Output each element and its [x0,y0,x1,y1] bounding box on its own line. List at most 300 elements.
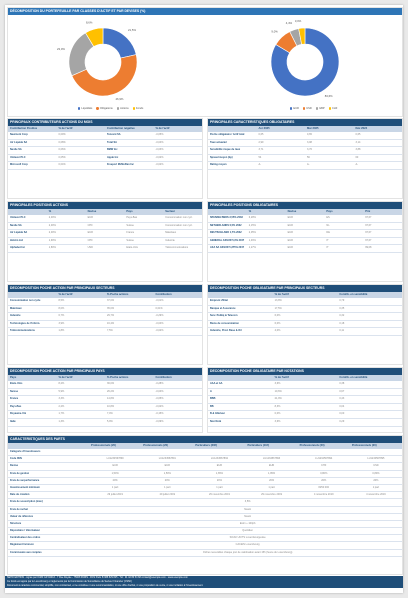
table-row [208,419,402,427]
table-cell: BBB [210,397,216,401]
table-row [208,245,402,253]
legend-label: Obligations [99,107,113,110]
table-row [208,230,402,238]
donut-data-label: 3,0% [294,19,302,24]
table-cell: Nestle SA [10,223,22,227]
table-row [208,162,402,170]
bond-characteristics-table [208,126,402,170]
legend-label: Actions [120,107,129,110]
table-cell: A- [258,163,261,167]
column-header: Mar 2025 [307,127,319,130]
table-cell: DE [326,231,330,235]
table-row [8,223,202,231]
table-cell: -0,02% [155,163,164,167]
table-cell: 0,00 [339,412,345,416]
equity-positions-table [8,209,202,253]
table-cell: Alphabet Inc [10,246,26,250]
table-cell: NL [326,223,330,227]
table-cell: 97,67 [365,238,372,242]
table-cell: -0,05% [155,133,164,136]
table-cell: 2,2% [58,404,65,408]
country-block [7,367,203,433]
table-cell: 0,67 [339,389,345,393]
table-cell: 29,7% [107,314,115,318]
equity-positions-title: PRINCIPALES POSITIONS ACTIONS [8,202,202,209]
table-cell: 1,50% [163,471,171,475]
table-row [208,306,402,314]
table-cell: NETHERLANDS 0,5% 2032 [210,223,242,227]
table-cell: Industrie [10,314,21,318]
table-cell: -0,05% [155,397,164,401]
table-cell: 29 novembre 2019 [209,493,230,497]
table-row [8,155,202,163]
table-row [8,449,402,456]
table-cell: Serv. Publiq & Telecom [210,314,238,318]
column-header: % de l'actif [274,376,289,379]
table-cell: Quotidien [242,529,253,533]
row-label: Frais de surperformance [10,478,40,482]
table-cell: 29 juillet 2019 [107,493,123,497]
table-cell: Matériaux [165,231,177,235]
table-cell: 20% [269,478,275,482]
table-cell: 1,27% [248,246,256,250]
table-cell: USD [87,246,93,250]
table-cell: 60 [355,155,359,159]
table-cell: 17,5% [274,306,282,310]
table-cell: Matériaux [10,306,22,310]
table-cell: 1,50% [111,471,119,475]
share-classes-table [8,443,402,557]
column-header: % de l'actif [274,293,289,296]
table-cell: -0,02% [155,329,164,333]
table-row [8,535,402,542]
table-cell: Néant [244,507,251,511]
bond-characteristics-block [207,118,403,199]
table-cell: LU1234567895 [367,457,385,461]
table-cell: 1,7% [58,412,65,416]
table-cell: 2,05% [248,231,256,235]
table-row [8,147,202,155]
table-cell: Suisse [10,389,19,393]
table-cell: 1 part [372,485,380,489]
column-header: Professionnels (20) [299,444,325,447]
table-row [8,321,202,329]
row-label: Date de création [10,493,30,497]
table-cell: Etats-Unis [126,246,138,250]
donut-data-label: 8,6% [85,20,93,25]
table-cell: Unilever PLC [10,155,26,159]
table-cell: 1,46% [248,238,256,242]
table-cell: CHF [87,223,93,227]
table-row [8,404,202,412]
table-cell: SICAV UCITS Luxembourgeoise [229,536,266,540]
table-cell: SPANISH BNDS 3,55% 2033 [210,216,243,219]
table-cell: Microsoft Corp [10,163,28,167]
row-label: Catégorie d'investisseurs [10,450,41,453]
row-label: Valeur de référence [10,514,34,518]
column-header: Particuliers (20F) [195,444,218,447]
table-cell: 0,80% [372,471,380,475]
column-header: % [48,210,52,213]
table-cell: 0,29 [339,419,345,423]
table-row [208,147,402,155]
table-cell: 13,8% [274,299,282,302]
column-header: Professionnels (20) [351,444,377,447]
table-row [8,542,402,549]
table-cell: EUR [87,231,93,235]
table-cell: Consommation non cycle [10,299,41,302]
legend-label: Fonds [136,107,144,110]
table-cell: A- [355,163,358,167]
bond-positions-table [208,209,402,253]
table-cell: GENERAL ASSUR 5,3% 2047 [210,238,245,242]
table-cell: EUR [287,223,293,227]
table-row [208,298,402,306]
table-cell: 1,95% [268,471,276,475]
table-cell: CHF [321,464,327,468]
table-cell: AAA et AA [210,382,223,385]
table-row [8,411,202,419]
table-row [8,140,202,148]
bond-sector-block [207,284,403,365]
footer-contact: SÉHO ÉDITION - Agréé par l'AMF GP-92013 - 7 Rue Royale - 75008 PARIS - RCS Paris B 388 829 825 - Tél : 01 42 86 54 68 contact@exemple.com - www.exemple.com [5,576,403,580]
table-row [208,155,402,163]
table-row [8,456,402,463]
table-row [8,521,402,528]
table-row [8,132,202,140]
table-cell: 0,38 [339,382,345,385]
table-cell: EUR [87,216,93,219]
table-cell: 3,08 [307,140,312,144]
column-header: Professionnels (20) [91,444,116,447]
table-cell: BB [210,404,214,408]
table-row [8,492,402,499]
column-header: Contribution Positive [10,127,38,130]
table-cell: Industrie [165,238,175,242]
table-cell: €250 000 [318,485,329,489]
sector-table [8,292,202,336]
sector-block [7,284,203,365]
table-cell: -0,15% [155,412,164,416]
column-header: Secteur [165,210,176,213]
table-cell: 36,0% [107,382,115,385]
table-cell: 21,9% [274,397,282,401]
table-cell: 7,0% [107,412,113,416]
contributors-table [8,126,202,170]
table-cell: 1,65% [215,471,223,475]
table-cell: 6,0% [274,321,281,325]
row-label: Centralisateur des ordres [10,536,41,540]
table-cell: DEUTSCHLAND 1,7% 2032 [210,231,242,235]
table-cell: CHF [87,238,93,242]
table-cell: 5,9% [107,419,113,423]
table-cell: France [10,397,19,401]
legend-label: CHF [332,107,338,110]
table-cell: -0,04% [155,321,164,325]
table-cell: Holcim Ltd [10,238,23,242]
column-header: Pays [126,210,133,213]
column-header: % de l'actif [58,376,73,379]
column-header: Pays [10,376,17,379]
table-cell: AXA SA ASSUR 5,375% 2047 [210,246,245,250]
table-cell: 0,80% [320,471,328,475]
table-cell: IT [326,238,329,242]
table-cell: EUR [287,238,293,242]
row-label: Frais de rachat [10,507,28,511]
table-cell: -0,04% [155,389,164,393]
sector-title: DECOMPOSITION POCHE ACTION PAR PRINCIPAUX SECTEURS [8,285,202,292]
table-cell: Freeport McMoRan Inc [107,163,134,167]
table-cell: 10,6% [274,389,282,393]
legend-item [303,107,312,110]
table-row [8,306,202,314]
table-cell: 8,2% [58,382,65,385]
table-row [8,245,202,253]
table-cell: EUR [216,464,223,468]
table-row [208,396,402,404]
table-cell: 1,8% [58,329,65,333]
table-cell: 3,5% [244,500,251,504]
table-cell: 8,0% [58,306,65,310]
legend-item [78,107,92,110]
table-cell: EUR [287,246,293,250]
table-cell: 1 part [216,485,223,489]
table-row [8,471,402,478]
table-cell: A [210,389,212,393]
table-cell: EUR [268,464,275,468]
donut-data-label: 83,6% [324,93,333,98]
table-cell: Consommation non cycl. [165,223,193,227]
asset-class-legend [78,107,143,110]
footer-disclaimer: Document à caractère commercial, simplifié, non contractuel, et ne constitue ni une recommandation, ni une offre d'achat, ni une proposition de vente, ni une incitation à l'investissement. [5,584,403,588]
row-label: Règlement livraison [10,543,34,547]
table-row [208,389,402,397]
table-row [8,298,202,306]
table-row [208,404,402,412]
column-header: % de l'actif [58,127,73,130]
table-cell: 1,80% [48,246,56,250]
table-cell: Pays-Bas [126,216,138,219]
table-cell: 2,15% [248,223,256,227]
table-cell: BMW Inc [107,148,118,152]
donut-data-label: 4,4% [285,21,293,26]
table-cell: 1 part [268,485,275,489]
table-row [208,328,402,336]
column-header: % de l'actif [58,293,73,296]
table-cell: -0,04% [155,140,164,144]
table-cell: 99,08 [365,246,372,250]
table-cell: Suisse [126,223,134,227]
table-cell: Taux actuariel [210,140,227,144]
legend-label: EUR [293,107,299,110]
table-cell: 3,3% [58,397,65,401]
table-cell: 3,6% [274,419,281,423]
table-cell: Industrie, Prod. Base & Oil [210,329,242,333]
table-cell: -0,09% [155,419,164,423]
asset-class-donut [8,18,198,108]
legend-item [329,107,338,110]
table-cell: 20% [216,478,222,482]
table-cell: ES [326,216,330,219]
table-row [8,550,402,557]
table-cell: 3,76 [307,148,312,152]
column-header: Contribution [155,293,172,296]
table-cell: 3,9% [58,321,65,325]
table-cell: 0,09% [58,133,66,136]
table-row [8,463,402,470]
table-cell: B & Inférieur [210,412,226,416]
table-cell: 1 part [111,485,119,489]
country-table [8,375,202,427]
table-cell: 0,04% [58,163,66,167]
column-header: % [248,210,252,213]
table-cell: 10,8% [107,404,115,408]
table-cell: 4,0% [274,329,281,333]
table-cell: 0,06% [58,148,66,152]
table-cell: Sensibilité risque de taux [210,148,241,152]
row-label: Frais de gestion [10,471,30,475]
table-row [8,396,202,404]
table-cell: 0,11 [339,329,345,333]
table-cell: Rating moyen [210,163,227,167]
table-cell: Consommation non cycl. [165,216,193,219]
bond-sector-title: DECOMPOSITION POCHE OBLIGATAIRE PAR PRINCIPAUX SECTEURS [208,285,402,292]
bond-positions-block [207,201,403,282]
table-cell: 1,90% [48,238,56,242]
table-row [8,389,202,397]
table-cell: 20% [164,478,170,482]
table-cell: 5,9% [58,389,65,393]
table-row [8,381,202,389]
table-row [208,215,402,223]
table-row [208,381,402,389]
table-cell: EUR [287,216,293,219]
column-header: Avr 2025 [258,127,270,130]
table-row [208,313,402,321]
contributors-block [7,118,203,199]
table-row [8,238,202,246]
legend-swatch [117,107,119,109]
table-cell: 8,3% [274,404,281,408]
table-cell: -0,28% [155,382,164,385]
table-cell: A- [307,163,310,167]
table-row [208,223,402,231]
table-cell: 16,4% [107,321,115,325]
table-cell: -0,29% [155,314,164,318]
equity-positions-block [7,201,203,282]
row-label: Frais de souscription (max) [10,500,43,504]
column-header: Contrib. en sensibilité [339,376,368,379]
legend-swatch [329,107,331,109]
table-cell: Nestle SA [10,148,22,152]
table-cell: Emprunt d'Etat [210,299,228,302]
table-cell: 0,05% [58,155,66,159]
country-title: DECOMPOSITION POCHE ACTION PAR PRINCIPAUX PAYS [8,368,202,375]
table-cell: 1 part [164,485,171,489]
rating-block [207,367,403,433]
legend-label: USD [306,107,312,110]
share-classes-block [7,435,403,575]
legend-swatch [316,107,318,109]
table-cell: 2,99 [258,140,264,144]
table-cell: Apple Inc [107,155,119,159]
row-label: Investissement minimum [10,485,40,489]
table-cell: EUR [164,464,170,468]
table-cell: 4 novembre 2019 [366,493,386,497]
column-header: Contribution négative [107,127,135,130]
table-cell: 4 novembre 2019 [314,493,334,497]
table-cell: CACEIS Luxembourg [235,543,260,547]
table-cell: Air Liquide SA [10,231,28,235]
legend-swatch [133,107,135,109]
table-cell: France [126,231,135,235]
table-cell [93,449,402,455]
legend-item [290,107,299,110]
allocation-title: DÉCOMPOSITION DU PORTEFEUILLE PAR CLASSES D'ACTIF ET PAR DEVISES (%) [8,8,402,15]
table-cell: Italie [10,419,16,423]
table-cell: LU1234567890 [106,457,124,461]
table-cell: Tencent SA [107,133,121,136]
table-row [8,507,402,514]
table-cell: 29 novembre 2019 [261,493,283,497]
legend-item [133,107,144,110]
table-cell: 0,0% [274,412,281,416]
table-cell: 1,3% [58,419,65,423]
table-row [8,162,202,170]
legend-item [96,107,112,110]
column-header: Déc 2024 [355,127,368,130]
table-cell: Télécommunications [165,246,189,250]
donut-slice [103,28,136,58]
bond-sector-table [208,292,402,336]
table-cell: 0,65 [307,133,312,136]
column-header: Professionnels (20) [143,444,168,447]
legend-item [316,107,325,110]
column-header: Devise [87,210,97,213]
table-cell: 35,0% [107,306,115,310]
table-row [208,132,402,140]
table-cell: 97,67 [365,231,372,235]
table-cell: 6,7% [58,314,65,318]
table-cell: 97,67 [365,216,372,219]
table-cell: Banque et Assurance [210,306,236,310]
allocation-block [7,7,403,117]
table-row [208,411,402,419]
table-cell: Royaume-Uni [10,412,27,416]
table-cell: Biens de consommation [210,321,239,325]
legend-swatch [303,107,305,109]
bond-characteristics-title: PRINCIPALES CARACTERISTIQUES OBLIGATAIRES [208,119,402,126]
row-label: Code ISIN [10,457,22,461]
table-cell: -0,02% [155,404,164,408]
table-cell: Technologies de l'inform. [10,321,40,325]
table-cell: Pays-Bas [10,404,22,408]
currency-donut [210,18,400,108]
table-cell: 0,18 [339,321,345,325]
table-cell: 6,28% [248,216,256,219]
table-cell: LU1234567891 [158,457,176,461]
legend-swatch [96,107,98,109]
table-cell: Unilever PLC [10,216,26,219]
currency-legend [290,107,337,110]
table-cell: 8,5% [58,299,65,302]
table-cell: Newmont Corp [10,133,28,136]
table-cell: LU1234567894 [315,457,333,461]
table-cell: 56 [307,155,310,159]
table-cell: Etats-Unis [10,382,23,385]
table-cell: Néant [244,514,251,518]
rating-title: DECOMPOSITION POCHE OBLIGATAIRE PAR NOTATIONS [208,368,402,375]
